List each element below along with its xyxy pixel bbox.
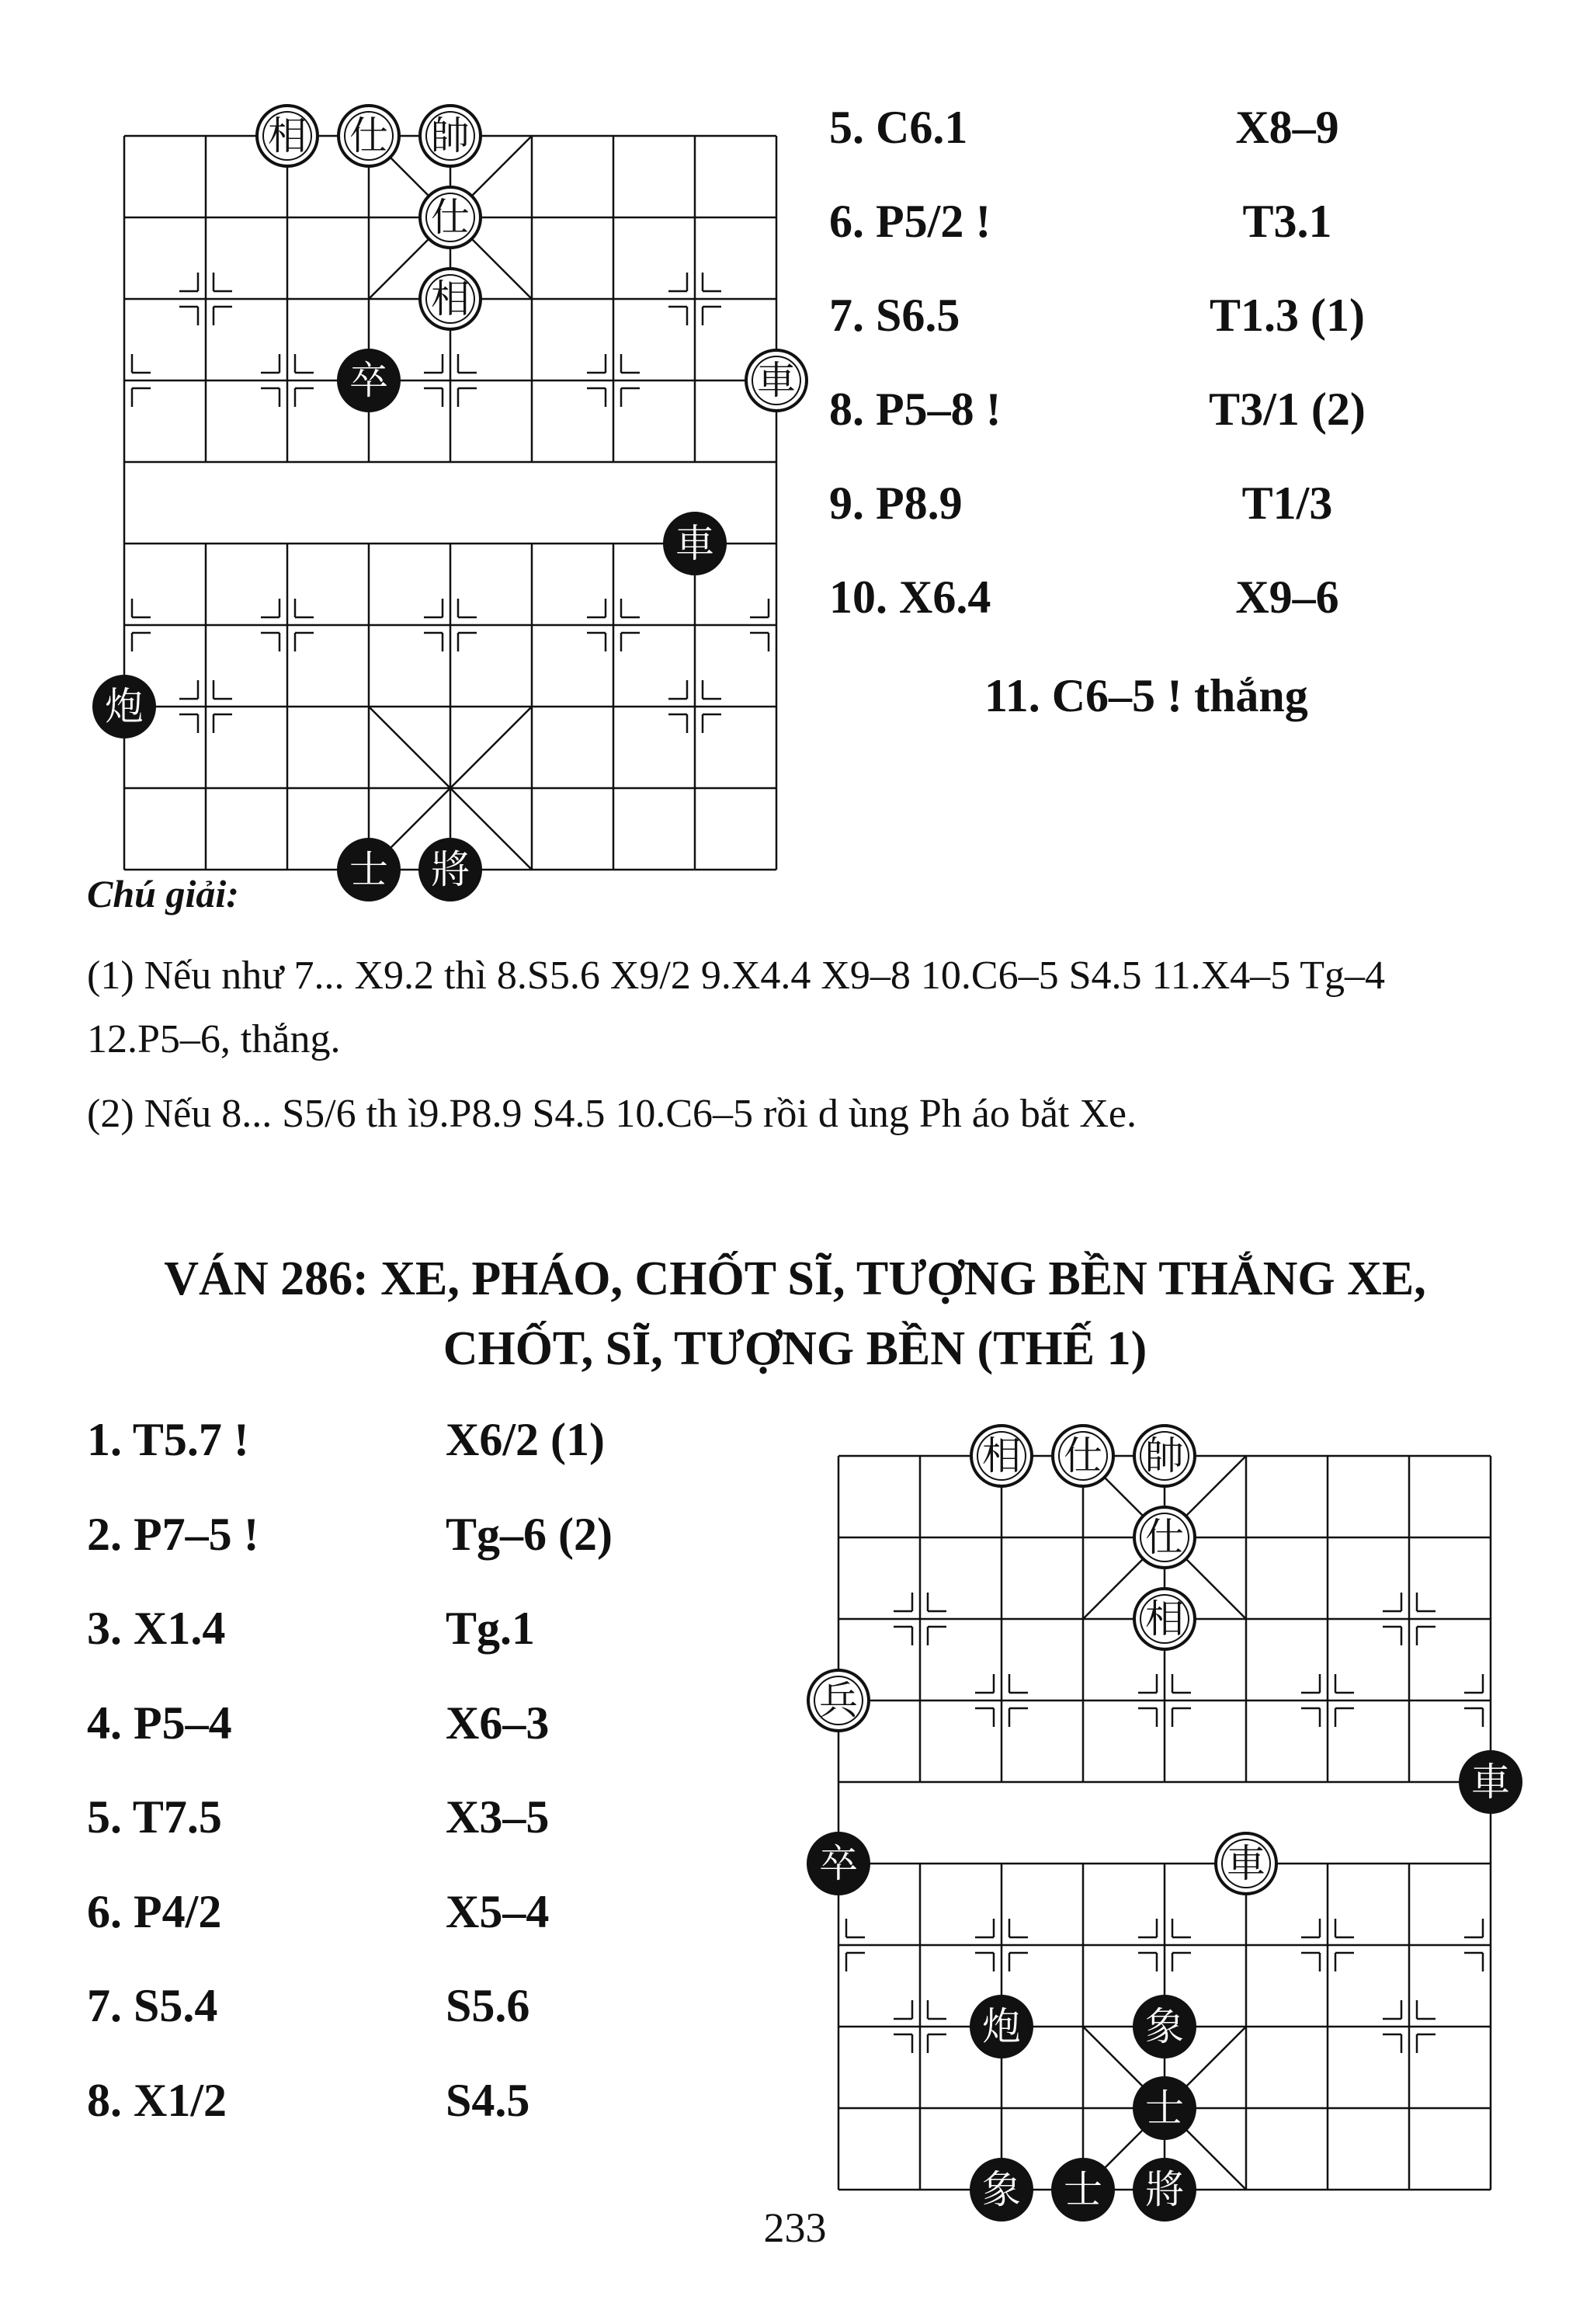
red-move: 1. T5.7 ! <box>87 1414 249 1465</box>
black-chariot-piece: 車 <box>663 512 727 575</box>
black-move: X6–3 <box>446 1697 550 1749</box>
red-elephant-piece: 相 <box>418 267 482 331</box>
move-row <box>829 289 1543 383</box>
black-general-piece: 將 <box>1133 2158 1196 2222</box>
game-title-line-1: VÁN 286: XE, PHÁO, CHỐT SĨ, TƯỢNG BỀN THẮNG XE, <box>164 1252 1426 1305</box>
black-move: S5.6 <box>446 1980 530 2031</box>
red-elephant-piece: 相 <box>1133 1587 1196 1651</box>
red-move: 3. X1.4 <box>87 1603 226 1654</box>
black-move: T1.3 (1) <box>1210 290 1365 341</box>
move-list-bottom <box>87 1413 708 2168</box>
black-cannon-piece: 炮 <box>92 675 156 738</box>
red-advisor-piece: 仕 <box>337 104 401 168</box>
red-move: 2. P7–5 ! <box>87 1508 259 1560</box>
move-row <box>87 1602 708 1697</box>
black-elephant-piece: 象 <box>1133 1995 1196 2058</box>
black-move: T3.1 <box>1242 196 1332 247</box>
move-row <box>87 1791 708 1885</box>
red-move: 7. S5.4 <box>87 1980 218 2031</box>
red-move: 5. T7.5 <box>87 1791 222 1843</box>
red-move: 9. P8.9 <box>829 478 963 529</box>
move-row <box>829 101 1543 195</box>
red-chariot-piece: 車 <box>745 349 808 412</box>
red-elephant-piece: 相 <box>970 1424 1033 1488</box>
final-move: 11. C6–5 ! thắng <box>984 670 1308 721</box>
red-advisor-piece: 仕 <box>418 186 482 249</box>
move-row <box>87 1697 708 1791</box>
red-move: 10. X6.4 <box>829 571 991 623</box>
red-soldier-piece: 兵 <box>807 1669 870 1732</box>
move-row <box>829 571 1543 665</box>
black-advisor-piece: 士 <box>337 838 401 901</box>
move-row <box>87 1508 708 1603</box>
note-1: (1) Nếu như 7... X9.2 thì 8.S5.6 X9/2 9.X4.4 X9–8 10.C6–5 S4.5 11.X4–5 Tg–4 12.P5–6, thắng. <box>87 954 1385 1061</box>
red-elephant-piece: 相 <box>255 104 319 168</box>
black-advisor-piece: 士 <box>1051 2158 1115 2222</box>
black-move: S4.5 <box>446 2074 530 2126</box>
notes-heading: Chú giải: <box>87 872 239 915</box>
black-elephant-piece: 象 <box>970 2158 1033 2222</box>
move-row <box>829 383 1543 477</box>
red-chariot-piece: 車 <box>1214 1832 1278 1895</box>
game-title-line-2: CHỐT, SĨ, TƯỢNG BỀN (THẾ 1) <box>443 1322 1147 1375</box>
game-title <box>78 1244 1512 1384</box>
black-move: X5–4 <box>446 1885 550 1937</box>
move-list-top <box>829 101 1543 665</box>
red-move: 8. P5–8 ! <box>829 384 1002 435</box>
move-row <box>829 195 1543 289</box>
black-general-piece: 將 <box>418 838 482 901</box>
black-soldier-piece: 卒 <box>337 349 401 412</box>
red-move: 5. C6.1 <box>829 102 968 153</box>
page-number: 233 <box>763 2204 827 2251</box>
black-cannon-piece: 炮 <box>970 1995 1033 2058</box>
red-move: 6. P5/2 ! <box>829 196 991 247</box>
move-row <box>87 1413 708 1508</box>
black-move: X6/2 (1) <box>446 1414 605 1465</box>
red-move: 7. S6.5 <box>829 290 960 341</box>
red-move: 8. X1/2 <box>87 2074 227 2126</box>
black-move: X3–5 <box>446 1791 550 1843</box>
black-move: X9–6 <box>1235 571 1339 623</box>
move-row <box>87 2074 708 2169</box>
red-advisor-piece: 仕 <box>1051 1424 1115 1488</box>
black-move: X8–9 <box>1235 102 1339 153</box>
black-advisor-piece: 士 <box>1133 2076 1196 2140</box>
black-chariot-piece: 車 <box>1459 1750 1522 1814</box>
red-general-piece: 帥 <box>1133 1424 1196 1488</box>
chess-board-position-2 <box>800 1405 1522 2212</box>
black-soldier-piece: 卒 <box>807 1832 870 1895</box>
red-move: 6. P4/2 <box>87 1885 222 1937</box>
move-row <box>829 477 1543 571</box>
move-row <box>87 1979 708 2074</box>
note-2: (2) Nếu 8... S5/6 th ì9.P8.9 S4.5 10.C6–5 rồi d ùng Ph áo bắt Xe. <box>87 1092 1137 1136</box>
black-move: Tg–6 (2) <box>446 1508 613 1560</box>
move-row <box>87 1885 708 1980</box>
red-general-piece: 帥 <box>418 104 482 168</box>
red-move: 4. P5–4 <box>87 1697 232 1749</box>
red-advisor-piece: 仕 <box>1133 1506 1196 1569</box>
chess-board-position-1 <box>85 85 807 892</box>
black-move: Tg.1 <box>446 1603 536 1654</box>
black-move: T1/3 <box>1241 478 1333 529</box>
black-move: T3/1 (2) <box>1209 384 1366 435</box>
